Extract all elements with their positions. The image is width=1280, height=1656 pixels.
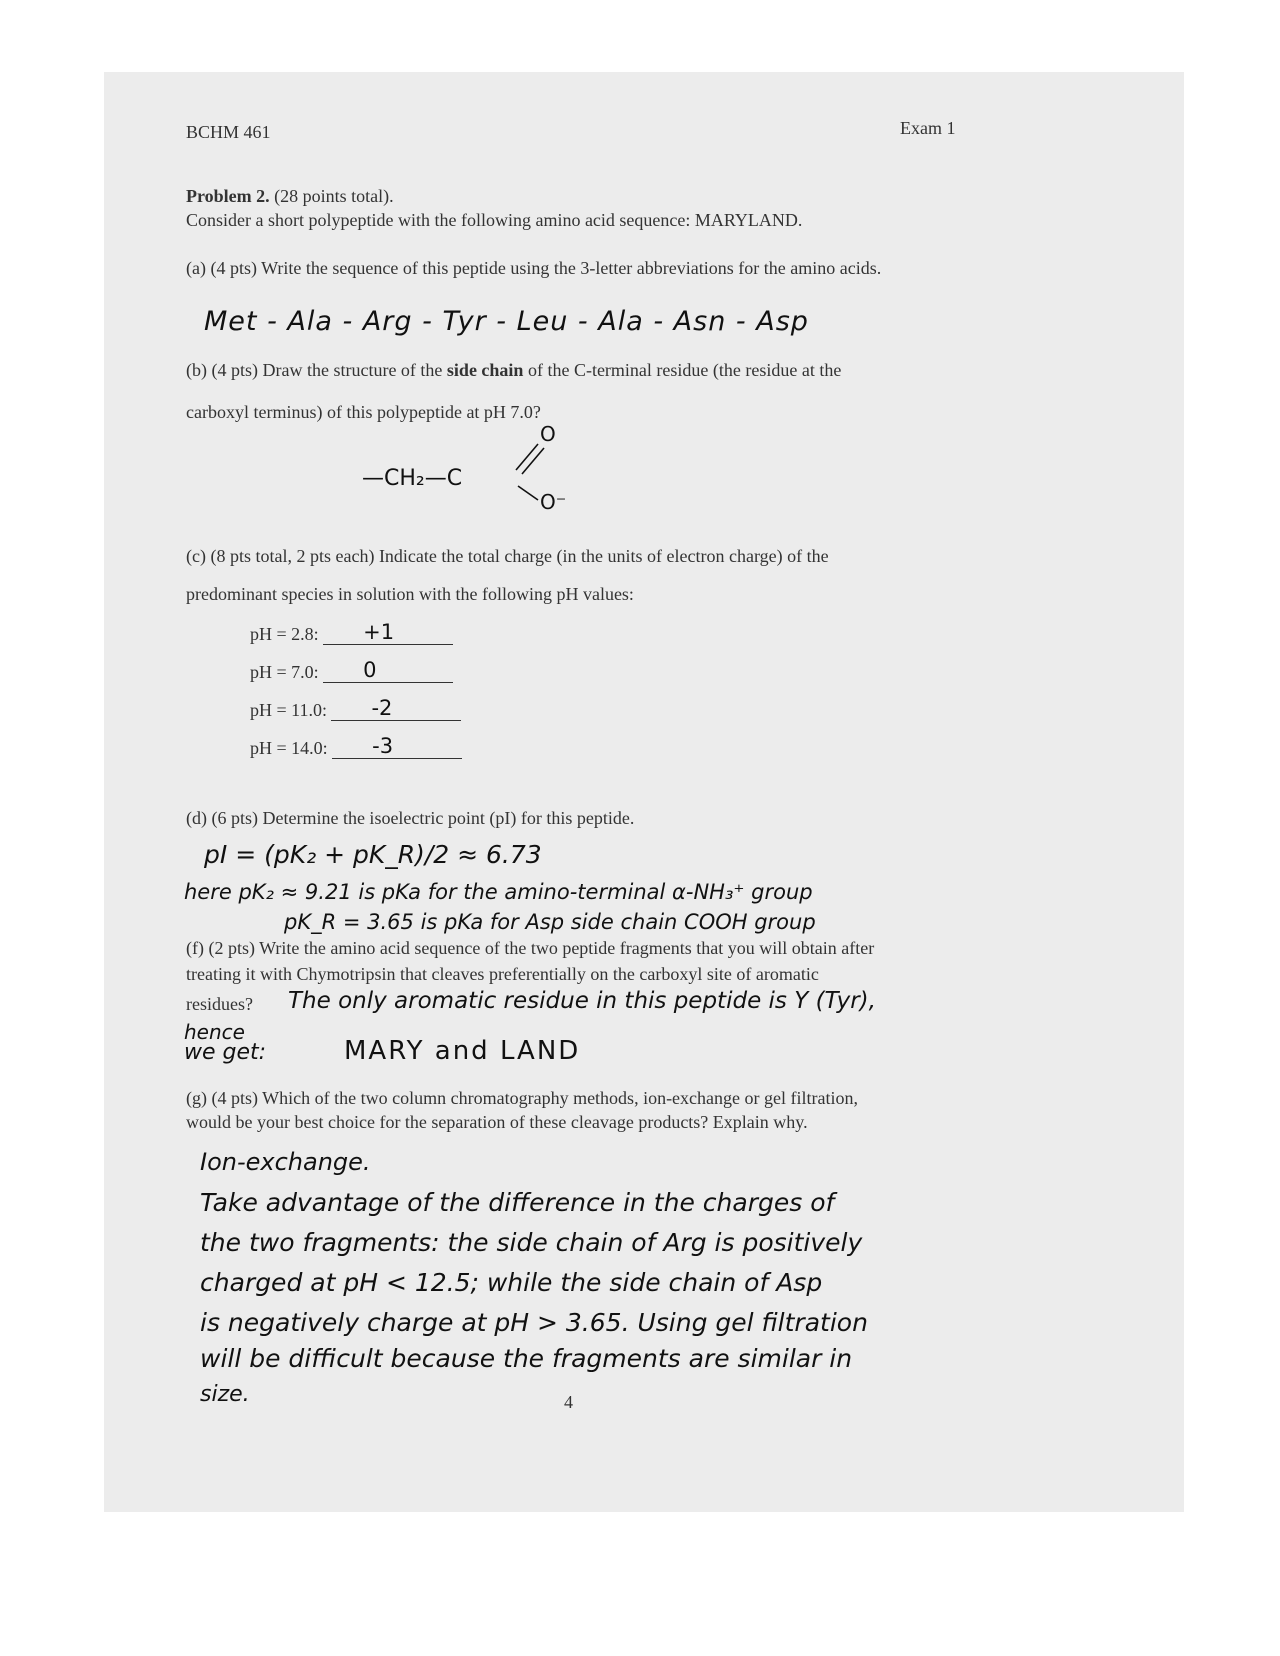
exam-title: Exam 1 xyxy=(900,118,956,138)
problem-title: Problem 2. xyxy=(186,186,270,206)
part-c-question: (c) (8 pts total, 2 pts each) Indicate the total charge (in the units of electron charge) of the xyxy=(186,546,829,566)
part-d-formula: pI = (pK₂ + pK_R)/2 ≈ 6.73 xyxy=(204,840,542,869)
ph-row xyxy=(250,736,462,759)
part-g-answer-line: size. xyxy=(200,1382,250,1407)
side-chain-structure xyxy=(362,422,582,518)
part-f-answer-1: The only aromatic residue in this peptide is Y (Tyr), xyxy=(288,988,876,1014)
ph-row xyxy=(250,622,453,645)
ph-answer: 0 xyxy=(363,658,377,682)
course-code: BCHM 461 xyxy=(186,122,271,142)
structure-bonds xyxy=(362,422,582,518)
part-b-q-bold: side chain xyxy=(446,360,524,380)
part-g-question-line2: would be your best choice for the separation of these cleavage products? Explain why. xyxy=(186,1112,808,1132)
structure-chain: —CH₂—C xyxy=(362,466,463,491)
part-g-answer-line: the two fragments: the side chain of Arg is positively xyxy=(200,1228,863,1257)
ph-answer: -2 xyxy=(371,696,393,720)
ph-row xyxy=(250,698,461,721)
part-g-answer-line: is negatively charge at pH > 3.65. Using gel filtration xyxy=(200,1308,868,1337)
part-a-answer: Met - Ala - Arg - Tyr - Leu - Ala - Asn - Asp xyxy=(204,306,809,337)
structure-bottom-oxygen: O⁻ xyxy=(540,490,567,514)
problem-points: (28 points total). xyxy=(274,186,394,206)
ph-row xyxy=(250,660,453,683)
exam-page xyxy=(104,72,1184,1512)
part-f-hence: hence xyxy=(184,1020,245,1044)
structure-top-oxygen: O xyxy=(540,422,556,446)
part-f-fragments: MARY and LAND xyxy=(344,1036,581,1066)
part-f-question-line3: residues? xyxy=(186,994,253,1014)
part-g-answer-line: will be difficult because the fragments are similar in xyxy=(200,1344,853,1373)
part-d-question: (d) (6 pts) Determine the isoelectric point (pI) for this peptide. xyxy=(186,808,635,828)
answer-line xyxy=(323,660,453,683)
part-d-note-1: here pK₂ ≈ 9.21 is pKa for the amino-terminal α-NH₃⁺ group xyxy=(184,880,813,904)
ph-label: pH = 14.0: xyxy=(250,738,328,758)
part-a-question: (a) (4 pts) Write the sequence of this peptide using the 3-letter abbreviations for the amino acids. xyxy=(186,258,882,278)
part-f-question-line2: treating it with Chymotripsin that cleaves preferentially on the carboxyl site of aromatic xyxy=(186,964,819,984)
page-number: 4 xyxy=(564,1392,573,1412)
part-b-question xyxy=(186,360,841,381)
part-b-q-post: of the C-terminal residue (the residue at the xyxy=(523,360,842,380)
part-f-question: (f) (2 pts) Write the amino acid sequence of the two peptide fragments that you will obtain after xyxy=(186,938,875,958)
ph-label: pH = 2.8: xyxy=(250,624,319,644)
part-b-q-pre: (b) (4 pts) Draw the structure of the xyxy=(186,360,447,380)
part-f-weget: we get: xyxy=(184,1040,267,1065)
part-g-answer-line: charged at pH < 12.5; while the side chain of Asp xyxy=(200,1268,823,1297)
problem-intro: Consider a short polypeptide with the following amino acid sequence: MARYLAND. xyxy=(186,210,803,230)
ph-label: pH = 11.0: xyxy=(250,700,327,720)
problem-heading xyxy=(186,186,394,207)
part-g-question: (g) (4 pts) Which of the two column chromatography methods, ion-exchange or gel filtration, xyxy=(186,1088,858,1108)
part-d-note-2: pK_R = 3.65 is pKa for Asp side chain COOH group xyxy=(284,910,816,934)
part-c-question-line2: predominant species in solution with the following pH values: xyxy=(186,584,634,604)
part-b-question-line2: carboxyl terminus) of this polypeptide at pH 7.0? xyxy=(186,402,541,422)
answer-line xyxy=(331,698,461,721)
answer-line xyxy=(332,736,462,759)
part-g-answer-line: Ion-exchange. xyxy=(200,1148,371,1176)
ph-answer: +1 xyxy=(363,620,395,644)
answer-line xyxy=(323,622,453,645)
ph-answer: -3 xyxy=(372,734,394,758)
ph-label: pH = 7.0: xyxy=(250,662,319,682)
part-g-answer-line: Take advantage of the difference in the charges of xyxy=(200,1188,835,1217)
